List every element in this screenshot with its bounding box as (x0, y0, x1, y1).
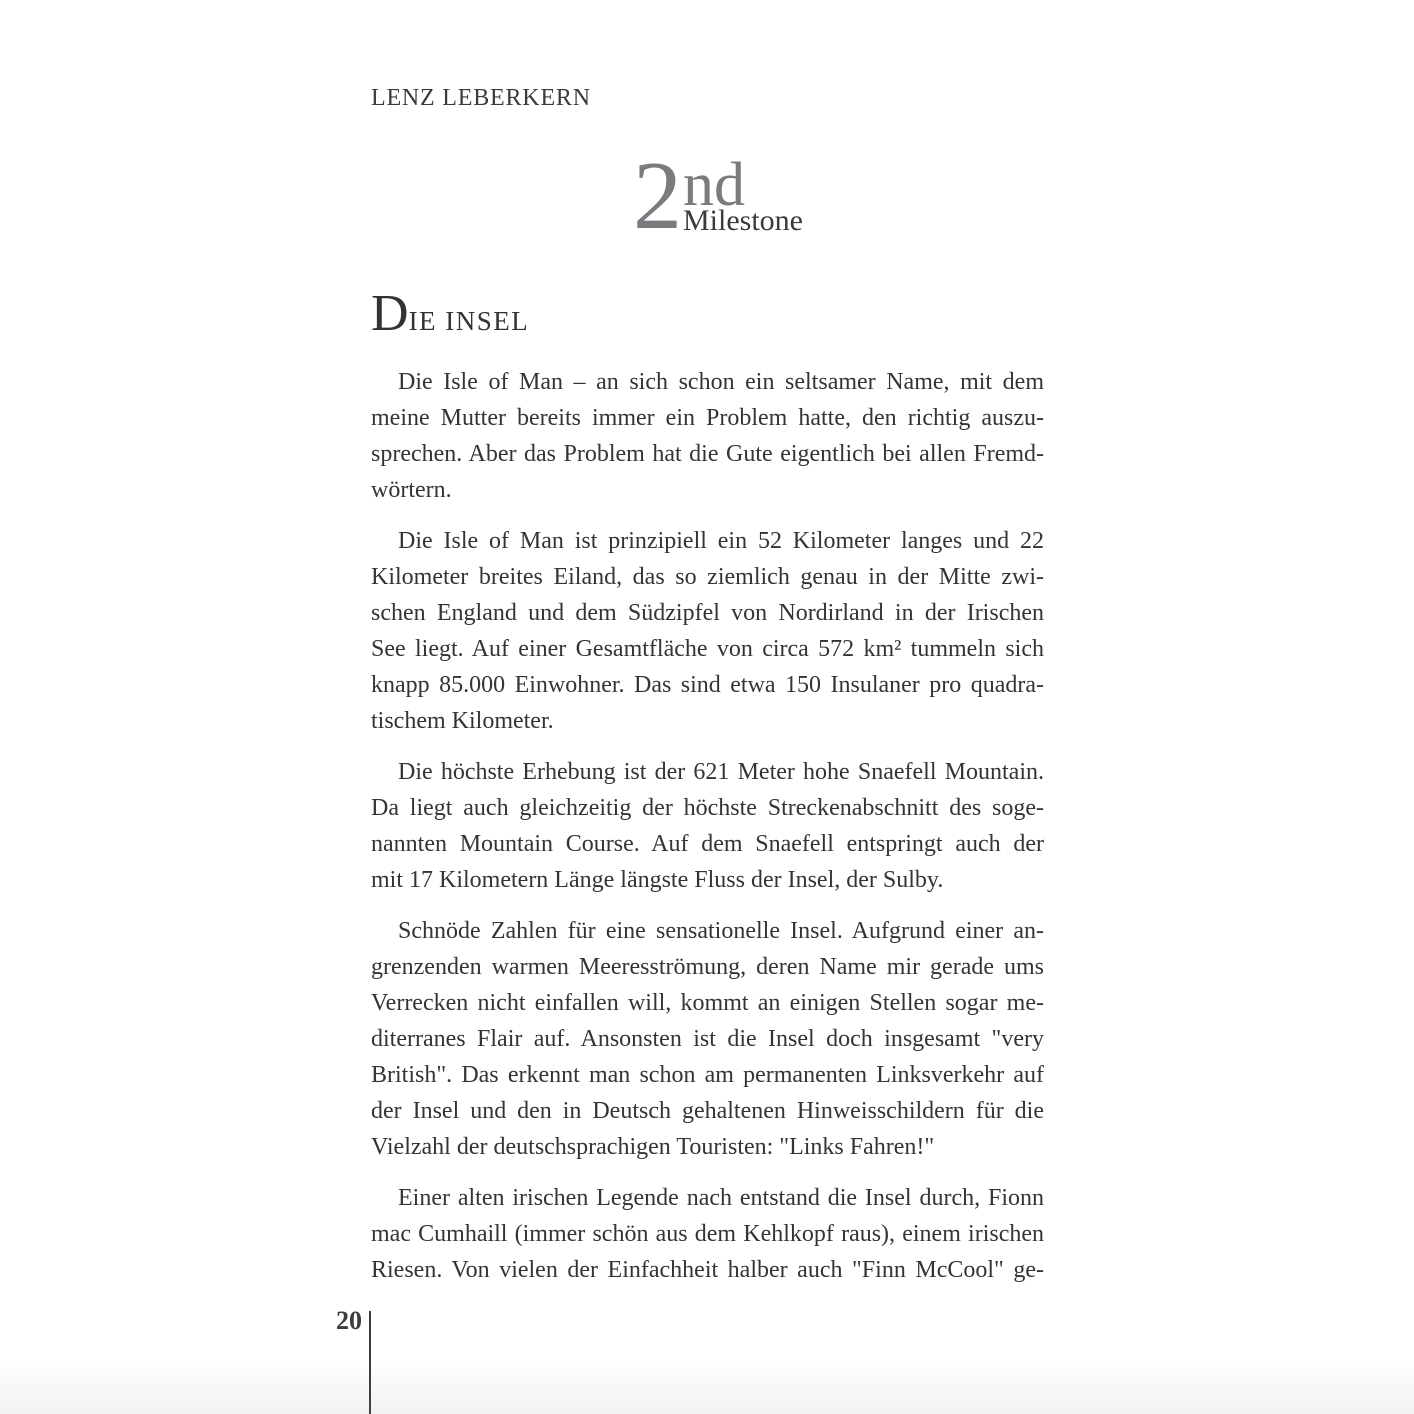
paragraph-line: Da liegt auch gleichzeitig der höchste Streckenabschnitt des soge- (371, 795, 1044, 821)
paragraph-line: Die Isle of Man – an sich schon ein seltsamer Name, mit dem (398, 369, 1044, 395)
section-title-initial: D (371, 285, 409, 342)
paragraph-line: Einer alten irischen Legende nach entstand die Insel durch, Fionn (398, 1185, 1044, 1211)
paragraph (371, 364, 1044, 508)
paragraph-line: tischem Kilometer. (371, 708, 554, 734)
paragraph (371, 1180, 1044, 1288)
paragraph-line: mac Cumhaill (immer schön aus dem Kehlkopf raus), einem irischen (371, 1221, 1044, 1247)
paragraph-line: wörtern. (371, 477, 452, 503)
text-column (371, 0, 1044, 1288)
paragraph-line: nannten Mountain Course. Auf dem Snaefell entspringt auch der (371, 831, 1044, 857)
paragraph-line: meine Mutter bereits immer ein Problem hatte, den richtig auszu- (371, 405, 1044, 431)
chapter-ordinal-suffix: nd (683, 151, 745, 219)
page-number: 20 (336, 1306, 362, 1335)
paragraph-line: knapp 85.000 Einwohner. Das sind etwa 150 Insulaner pro quadra- (371, 672, 1044, 698)
paragraph-line: schen England und dem Südzipfel von Nordirland in der Irischen (371, 600, 1044, 626)
footer-rule (369, 1311, 371, 1414)
chapter-number: 2 (633, 142, 682, 250)
section-title-rest: IE INSEL (408, 306, 530, 336)
paragraph-line: sprechen. Aber das Problem hat die Gute eigentlich bei allen Fremd- (371, 441, 1044, 467)
paragraph-line: British". Das erkennt man schon am permanenten Linksverkehr auf (371, 1062, 1044, 1088)
paragraph-line: Die Isle of Man ist prinzipiell ein 52 Kilometer langes und 22 (398, 528, 1044, 554)
paragraph-line: Schnöde Zahlen für eine sensationelle Insel. Aufgrund einer an- (398, 918, 1044, 944)
paragraph (371, 523, 1044, 739)
paragraph-line: der Insel und den in Deutsch gehaltenen Hinweisschildern für die (371, 1098, 1044, 1124)
running-header-author: LENZ LEBERKERN (371, 85, 591, 111)
paragraph-line: Kilometer breites Eiland, das so ziemlich genau in der Mitte zwi- (371, 564, 1044, 590)
body-text (371, 364, 1044, 1288)
paragraph-line: diterranes Flair auf. Ansonsten ist die Insel doch insgesamt "very (371, 1026, 1044, 1052)
paragraph-line: Verrecken nicht einfallen will, kommt an einigen Stellen sogar me- (371, 990, 1044, 1016)
paragraph-line: See liegt. Auf einer Gesamtfläche von circa 572 km² tummeln sich (371, 636, 1044, 662)
paragraph-line: Die höchste Erhebung ist der 621 Meter hohe Snaefell Mountain. (398, 759, 1044, 785)
paragraph-line: Riesen. Von vielen der Einfachheit halber auch "Finn McCool" ge- (371, 1257, 1044, 1283)
chapter-label: Milestone (683, 204, 803, 237)
chapter-heading-right (683, 148, 803, 236)
paragraph (371, 754, 1044, 898)
paragraph-line: grenzenden warmen Meeresströmung, deren Name mir gerade ums (371, 954, 1044, 980)
paragraph-line: Vielzahl der deutschsprachigen Touristen: "Links Fahren!" (371, 1134, 935, 1160)
paragraph-line: mit 17 Kilometern Länge längste Fluss der Insel, der Sulby. (371, 867, 944, 893)
chapter-heading (371, 142, 1044, 250)
page-edge-shading (0, 1362, 1414, 1414)
paragraph (371, 913, 1044, 1165)
section-title (371, 285, 1044, 342)
